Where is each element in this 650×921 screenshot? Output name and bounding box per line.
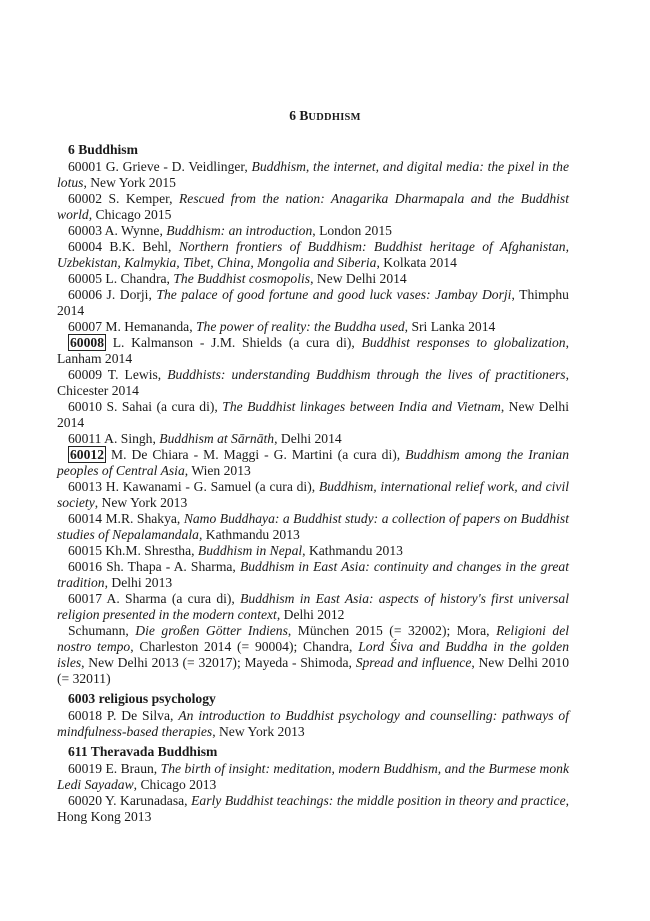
entry-number: 60004 [68, 239, 102, 254]
bib-entry [57, 335, 569, 367]
xref-title: Spread and influence [355, 655, 472, 670]
entry-number: 60005 [68, 271, 102, 286]
entry-number: 60015 [68, 543, 102, 558]
entry-publication: , Kathmandu 2013 [198, 527, 300, 542]
entry-number: 60018 [68, 708, 102, 723]
entry-title: Buddhism in East Asia: continuity and changes in the great tradition [57, 559, 569, 590]
entry-title: The Buddhist cosmopolis [173, 271, 311, 286]
entry-title: Namo Buddhaya: a Buddhist study: a collection of papers on Buddhist studies of Nepalamandala [57, 511, 569, 542]
xref-publication: , New Delhi 2010 (= 32011) [57, 655, 569, 686]
bib-entry [57, 223, 569, 239]
entry-number: 60016 [68, 559, 102, 574]
entry-publication: , Hong Kong 2013 [57, 793, 570, 824]
bib-entry [57, 191, 569, 223]
entry-publication: , New York 2013 [212, 724, 305, 739]
entry-authors: T. Lewis, [107, 367, 162, 382]
entry-number: 60006 [68, 287, 102, 302]
entry-number-boxed: 60012 [70, 447, 104, 462]
section-heading: 6003 religious psychology [68, 691, 216, 706]
entry-number: 60011 [68, 431, 102, 446]
section-heading: 611 Theravada Buddhism [68, 744, 218, 759]
entry-title: Buddhists: understanding Buddhism through the lives of practitioners [167, 367, 566, 382]
entry-authors: A. Wynne, [104, 223, 163, 238]
entry-authors: M. De Chiara - M. Maggi - G. Martini (a cura di), [111, 447, 401, 462]
entry-publication: , Chicago 2015 [88, 207, 172, 222]
xref-publication: , New Delhi 2013 (= 32017); Mayeda - Shimoda, [81, 655, 352, 670]
entry-title: The power of reality: the Buddha used [196, 319, 405, 334]
entry-authors: L. Chandra, [105, 271, 170, 286]
entry-title: The Buddhist linkages between India and Vietnam [222, 399, 501, 414]
bib-entry [57, 708, 569, 740]
entry-authors: B.K. Behl, [109, 239, 172, 254]
entry-authors: S. Kemper, [108, 191, 173, 206]
entry-number: 60020 [68, 793, 102, 808]
entry-title: The palace of good fortune and good luck vases: Jambay Dorji [156, 287, 512, 302]
entry-publication: , New Delhi 2014 [310, 271, 407, 286]
entry-title: Rescued from the nation: Anagarika Dharmapala and the Buddhist world [57, 191, 569, 222]
entry-authors: H. Kawanami - G. Samuel (a cura di), [105, 479, 316, 494]
entry-number: 60019 [68, 761, 102, 776]
xref-publication: , München 2015 (= 32002); Mora, [287, 623, 490, 638]
bib-entry [57, 367, 569, 399]
entry-publication: , London 2015 [312, 223, 392, 238]
entry-title: Buddhism, international relief work, and civil society [57, 479, 569, 510]
entry-number: 60007 [68, 319, 102, 334]
entry-title: An introduction to Buddhist psychology and counselling: pathways of mindfulness-based therapies [57, 708, 570, 739]
entry-title: Buddhism in Nepal [197, 543, 303, 558]
entry-authors: M. Hemananda, [105, 319, 193, 334]
xref-author: Schumann, [68, 623, 129, 638]
bib-entry [57, 431, 569, 447]
entry-authors: Y. Karunadasa, [105, 793, 188, 808]
xref-title: Religioni del nostro tempo [57, 623, 570, 654]
entry-publication: , Sri Lanka 2014 [404, 319, 496, 334]
entry-authors: S. Sahai (a cura di), [106, 399, 218, 414]
entry-authors: M.R. Shakya, [105, 511, 181, 526]
bib-entry [57, 159, 569, 191]
bib-entry [57, 319, 569, 335]
entry-number: 60003 [68, 223, 102, 238]
entry-number: 60017 [68, 591, 102, 606]
entry-number: 60001 [68, 159, 102, 174]
entry-publication: , Delhi 2013 [104, 575, 173, 590]
entry-authors: J. Dorji, [106, 287, 152, 302]
entry-title: Northern frontiers of Buddhism: Buddhist heritage of Afghanistan, Uzbekistan, Kalmykia, Tibet, China, Mongolia and Siberia [57, 239, 569, 270]
entry-title: The birth of insight: meditation, modern Buddhism, and the Burmese monk Ledi Sayadaw [57, 761, 569, 792]
entry-publication: , Thimphu 2014 [57, 287, 569, 318]
page-title-smallcaps: UDDHISM [308, 112, 361, 123]
entry-number: 60002 [68, 191, 102, 206]
page-title-number: 6 [289, 108, 297, 123]
page-title [0, 108, 650, 126]
entry-publication: , New Delhi 2014 [57, 399, 569, 430]
bib-entry [57, 793, 569, 825]
entry-publication: , Chicester 2014 [57, 367, 569, 398]
xref-publication: , Charleston 2014 (= 90004); Chandra, [130, 639, 353, 654]
bibliography-list [57, 142, 569, 825]
cross-reference [57, 623, 569, 687]
entry-authors: L. Kalmanson - J.M. Shields (a cura di), [112, 335, 355, 350]
page-title-initial: B [299, 108, 309, 123]
bib-entry [57, 399, 569, 431]
entry-authors: Sh. Thapa - A. Sharma, [106, 559, 236, 574]
entry-publication: , New York 2015 [83, 175, 176, 190]
entry-publication: , Kathmandu 2013 [302, 543, 403, 558]
entry-authors: A. Sharma (a cura di), [106, 591, 235, 606]
entry-title: Buddhism, the internet, and digital media: the pixel in the lotus [57, 159, 569, 190]
bib-entry [57, 591, 569, 623]
entry-publication: , Kolkata 2014 [376, 255, 457, 270]
entry-title: Buddhism in East Asia: aspects of history's first universal religion presented in the modern context [57, 591, 569, 622]
xref-title: Die großen Götter Indiens [135, 623, 288, 638]
entry-authors: E. Braun, [105, 761, 158, 776]
bib-entry [57, 479, 569, 511]
bib-entry [57, 511, 569, 543]
entry-title: Buddhism among the Iranian peoples of Central Asia [57, 447, 569, 478]
entry-publication: , Delhi 2012 [276, 607, 345, 622]
entry-authors: P. De Silva, [106, 708, 174, 723]
entry-number: 60009 [68, 367, 102, 382]
bib-entry [57, 543, 569, 559]
entry-publication: , Lanham 2014 [57, 335, 569, 366]
xref-title: Lord Śiva and Buddha in the golden isles [57, 639, 570, 670]
entry-number: 60014 [68, 511, 102, 526]
section-heading: 6 Buddhism [68, 142, 138, 157]
bib-entry [57, 559, 569, 591]
entry-authors: G. Grieve - D. Veidlinger, [105, 159, 248, 174]
entry-number: 60013 [68, 479, 102, 494]
entry-title: Buddhism: an introduction [166, 223, 313, 238]
bib-entry [57, 447, 569, 479]
entry-publication: , Delhi 2014 [274, 431, 342, 446]
bib-entry [57, 287, 569, 319]
entry-number-boxed: 60008 [70, 335, 104, 350]
entry-authors: Kh.M. Shrestha, [105, 543, 195, 558]
bib-entry [57, 239, 569, 271]
entry-publication: , New York 2013 [94, 495, 188, 510]
entry-publication: , Wien 2013 [184, 463, 251, 478]
entry-title: Buddhism at Sārnāth [159, 431, 275, 446]
bib-entry [57, 271, 569, 287]
entry-publication: , Chicago 2013 [133, 777, 217, 792]
bib-entry [57, 761, 569, 793]
entry-title: Buddhist responses to globalization [361, 335, 566, 350]
entry-authors: A. Singh, [104, 431, 156, 446]
entry-number: 60010 [68, 399, 102, 414]
entry-title: Early Buddhist teachings: the middle position in theory and practice [191, 793, 566, 808]
